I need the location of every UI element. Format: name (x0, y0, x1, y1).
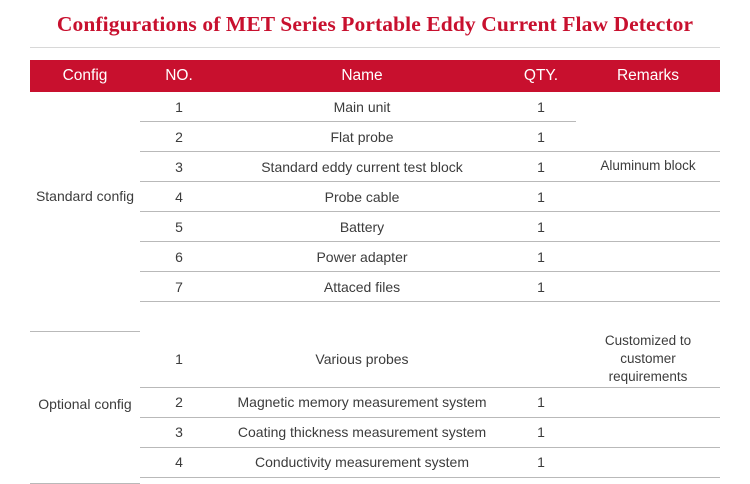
column-header-name: Name (218, 60, 506, 92)
cell-remarks (576, 417, 720, 447)
cell-no: 3 (140, 417, 218, 447)
cell-remarks (576, 447, 720, 477)
group-label-standard-text: Standard config (35, 188, 135, 205)
column-header-remarks: Remarks (576, 60, 720, 92)
group-label-standard (30, 92, 140, 302)
table-bottom-name (218, 477, 506, 484)
cell-name: Various probes (218, 332, 506, 388)
table-bottom-remarks (576, 477, 720, 484)
table-header (30, 60, 720, 92)
group-separator-row (30, 302, 720, 332)
cell-qty: 1 (506, 152, 576, 182)
table-body (30, 92, 720, 484)
group-separator-name (218, 302, 506, 332)
cell-qty: 1 (506, 212, 576, 242)
table-header-row (30, 60, 720, 92)
cell-name: Magnetic memory measurement system (218, 387, 506, 417)
cell-no: 2 (140, 387, 218, 417)
cell-name: Main unit (218, 92, 506, 122)
group-separator-config (30, 302, 140, 332)
cell-remarks (576, 242, 720, 272)
table-row (30, 92, 720, 122)
cell-name: Flat probe (218, 122, 506, 152)
cell-qty: 1 (506, 272, 576, 302)
cell-name: Battery (218, 212, 506, 242)
cell-name: Standard eddy current test block (218, 152, 506, 182)
table-row (30, 332, 720, 388)
page-title: Configurations of MET Series Portable Eddy Current Flaw Detector (56, 12, 694, 36)
cell-name: Coating thickness measurement system (218, 417, 506, 447)
cell-qty: 1 (506, 417, 576, 447)
cell-remarks (576, 122, 720, 152)
cell-qty: 1 (506, 242, 576, 272)
cell-qty: 1 (506, 92, 576, 122)
group-separator-qty (506, 302, 576, 332)
cell-no: 2 (140, 122, 218, 152)
table-bottom-qty (506, 477, 576, 484)
cell-no: 4 (140, 182, 218, 212)
cell-remarks (576, 92, 720, 122)
table-bottom-row (30, 477, 720, 484)
cell-no: 3 (140, 152, 218, 182)
table-bottom-no (140, 477, 218, 484)
cell-name: Conductivity measurement system (218, 447, 506, 477)
cell-remarks: Aluminum block (576, 152, 720, 182)
cell-name: Power adapter (218, 242, 506, 272)
table-bottom-config (30, 477, 140, 484)
cell-remarks (576, 387, 720, 417)
cell-no: 4 (140, 447, 218, 477)
cell-name: Probe cable (218, 182, 506, 212)
cell-qty: 1 (506, 447, 576, 477)
cell-qty: 1 (506, 387, 576, 417)
cell-no: 6 (140, 242, 218, 272)
column-header-no: NO. (140, 60, 218, 92)
cell-name: Attaced files (218, 272, 506, 302)
cell-remarks (576, 182, 720, 212)
group-label-optional-text: Optional config (38, 396, 132, 413)
cell-no: 7 (140, 272, 218, 302)
cell-qty: 1 (506, 122, 576, 152)
cell-remarks (576, 272, 720, 302)
group-label-optional (30, 332, 140, 478)
group-separator-no (140, 302, 218, 332)
cell-no: 5 (140, 212, 218, 242)
cell-remarks: Customized to customer requirements (576, 332, 720, 388)
column-header-qty: QTY. (506, 60, 576, 92)
cell-qty (506, 332, 576, 388)
title-divider (30, 47, 720, 48)
cell-no: 1 (140, 332, 218, 388)
cell-qty: 1 (506, 182, 576, 212)
cell-remarks (576, 212, 720, 242)
group-separator-remarks (576, 302, 720, 332)
cell-no: 1 (140, 92, 218, 122)
column-header-config: Config (30, 60, 140, 92)
configurations-table (30, 60, 720, 484)
